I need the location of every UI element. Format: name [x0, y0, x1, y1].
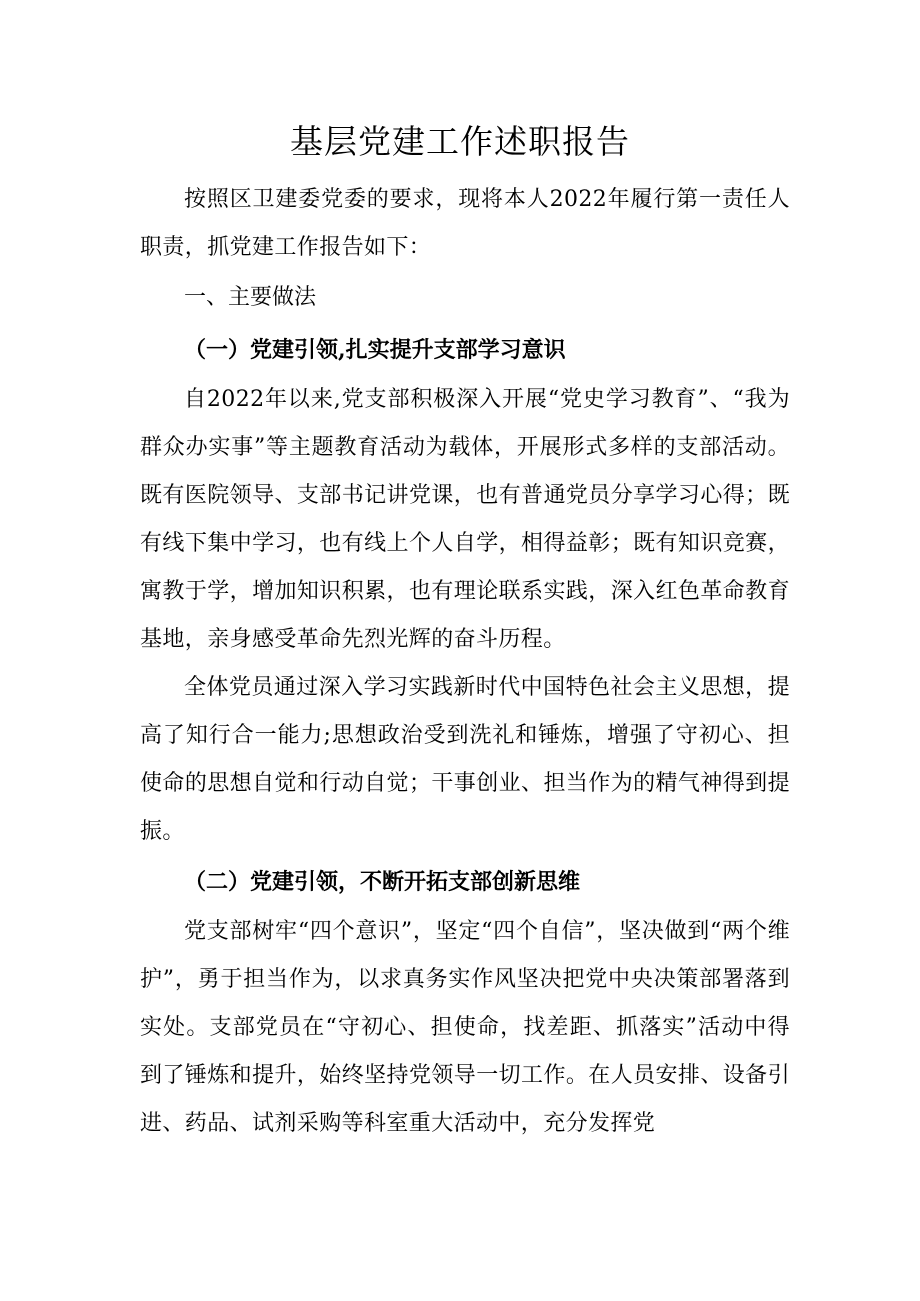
subsection1-paragraph-2: 全体党员通过深入学习实践新时代中国特色社会主义思想，提高了知行合一能力;思想政治受到洗礼和锤炼，增强了守初心、担使命的思想自觉和行动自觉；干事创业、担当作为的精气神得到提振。 — [140, 675, 790, 844]
document-body — [140, 176, 790, 1148]
subsection-heading-2: （二）党建引领，不断开拓支部创新思维 — [184, 869, 581, 895]
document-title: 基层党建工作述职报告 — [290, 122, 630, 161]
subsection-heading-1: （一）党建引领,扎实提升支部学习意识 — [184, 337, 566, 363]
section-heading-main-practices: 一、主要做法 — [184, 285, 317, 310]
subsection1-paragraph-1: 自2022年以来,党支部积极深入开展“党史学习教育”、“我为群众办实事”等主题教育活动为载体，开展形式多样的支部活动。既有医院领导、支部书记讲党课，也有普通党员分享学习心得；既有线下集中学习，也有线上个人自学，相得益彰；既有知识竞赛，寓教于学，增加知识积累，也有理论联系实践，深入红色革命教育基地，亲身感受革命先烈光辉的奋斗历程。 — [140, 387, 790, 652]
intro-paragraph: 按照区卫建委党委的要求，现将本人2022年履行第一责任人职责，抓党建工作报告如下： — [140, 187, 790, 260]
subsection2-paragraph-1: 党支部树牢“四个意识”，坚定“四个自信”，坚决做到“两个维护”，勇于担当作为，以求真务实作风坚决把党中央决策部署落到实处。支部党员在“守初心、担使命，找差距、抓落实”活动中得到了锤炼和提升，始终坚持党领导一切工作。在人员安排、设备引进、药品、试剂采购等科室重大活动中，充分发挥党 — [140, 919, 790, 1136]
